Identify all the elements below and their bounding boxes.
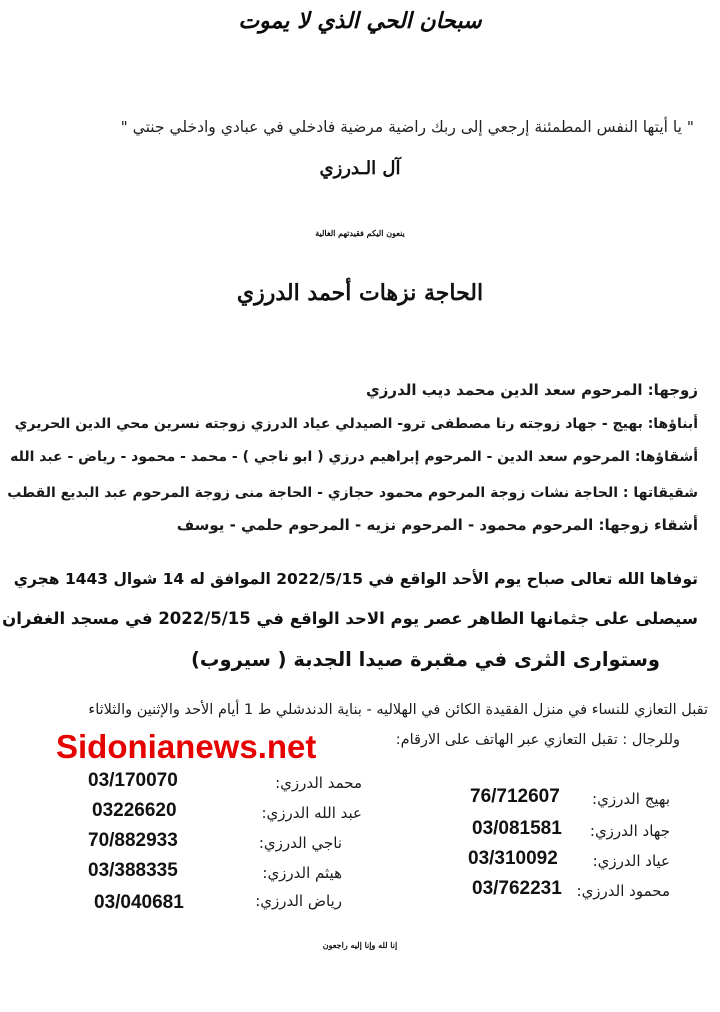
contact-name: بهيج الدرزي: [592,790,670,808]
deceased-name: الحاجة نزهات أحمد الدرزي [236,280,484,306]
contact-phone: 03/762231 [472,878,562,899]
relative-line-sons: أبناؤها: بهيج - جهاد زوجته رنا مصطفى ترو- الصيدلي عياد الدرزي زوجته نسرين محي الدين الحريري [14,416,698,432]
contact-name: محمد الدرزي: [275,774,362,792]
contact-phone: 03/170070 [88,770,178,791]
contact-phone: 03/388335 [88,860,178,881]
mourn-line: ينعون اليكم فقيدتهم الغالية [315,228,405,238]
contact-phone: 76/712607 [470,786,560,807]
contact-name: عبد الله الدرزي: [261,804,362,822]
family-name: آل الـدرزي [319,158,401,179]
relative-line-brothers: أشقاؤها: المرحوم سعد الدين - المرحوم إبراهيم درزي ( ابو ناجي ) - محمد - محمود - رياض - عبد الله [10,449,698,465]
contact-name: عياد الدرزي: [592,852,670,870]
contact-phone: 03226620 [92,800,177,821]
condolence-women-line: تقبل التعازي للنساء في منزل الفقيدة الكائن في الهلاليه - بناية الدندشلي ط 1 أيام الأحد والإثنين والثلاثاء [88,702,708,718]
death-notice-line: توفاها الله تعالى صباح يوم الأحد الواقع في 2022/5/15 الموافق له 14 شوال 1443 هجري [13,570,698,588]
site-watermark: Sidonianews.net [56,728,317,765]
contact-phone: 70/882933 [88,830,178,851]
contact-name: جهاد الدرزي: [589,822,670,840]
contact-phone: 03/040681 [94,892,184,913]
calligraphy-header: سبحان الحي الذي لا يموت [238,8,482,34]
relative-line-sisters: شقيقاتها : الحاجة نشات زوجة المرحوم محمود حجازي - الحاجة منى زوجة المرحوم عبد البديع القطب [7,485,698,501]
condolence-men-line: وللرجال : تقبل التعازي عبر الهاتف على الارقام: [395,732,680,748]
prayer-notice-line: سيصلى على جثمانها الطاهر عصر يوم الاحد الواقع في 2022/5/15 في مسجد الغفران [2,609,698,628]
contact-phone: 03/310092 [468,848,558,869]
burial-notice-line: وستوارى الثرى في مقبرة صيدا الجدبة ( سيروب) [191,648,660,671]
contact-name: محمود الدرزي: [576,882,670,900]
closing-phrase: إنا لله وإنا إليه راجعون [322,940,398,950]
contact-name: رياض الدرزي: [255,892,342,910]
contact-name: ناجي الدرزي: [258,834,342,852]
contact-phone: 03/081581 [472,818,562,839]
relative-line-in-laws: أشقاء زوجها: المرحوم محمود - المرحوم نزيه - المرحوم حلمي - يوسف [176,516,698,534]
contact-name: هيثم الدرزي: [262,864,342,882]
relative-line-husband: زوجها: المرحوم سعد الدين محمد ديب الدرزي [366,381,698,399]
quran-verse: " يا أيتها النفس المطمئنة إرجعي إلى ربك راضية مرضية فادخلي في عبادي وادخلي جنتي " [120,118,694,136]
